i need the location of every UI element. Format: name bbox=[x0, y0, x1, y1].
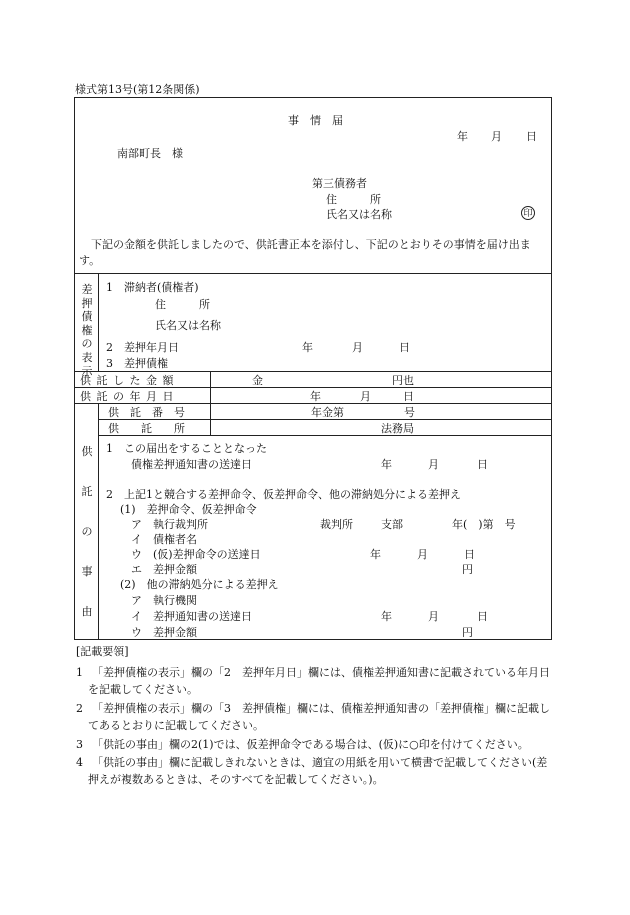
rule bbox=[74, 387, 552, 388]
reason-2-2b-year: 年 bbox=[381, 610, 392, 623]
seizure-day: 日 bbox=[399, 341, 410, 354]
reason-2-1d-yen: 円 bbox=[462, 563, 473, 576]
seizure-item3: 3 差押債権 bbox=[106, 357, 168, 370]
declarant-name-label: 氏名又は名称 bbox=[326, 208, 392, 221]
reason-2-2a: ア 執行機関 bbox=[131, 594, 197, 607]
declarant-address-label: 住 所 bbox=[326, 193, 381, 206]
deposit-amount-label: 供 託 し た 金 額 bbox=[80, 374, 175, 387]
date-month: 月 bbox=[491, 130, 502, 143]
rule bbox=[98, 419, 552, 420]
deposit-date-day: 日 bbox=[403, 390, 414, 403]
reason-vertical-label: 供 託 の 事 由 bbox=[81, 445, 93, 618]
reason-2: 2 上記1と競合する差押命令、仮差押命令、他の滞納処分による差押え bbox=[106, 488, 461, 501]
form-number: 様式第13号(第12条関係) bbox=[75, 83, 200, 96]
reason-2-1d: エ 差押金額 bbox=[131, 563, 197, 576]
reason-2-1c-year: 年 bbox=[370, 548, 381, 561]
rule bbox=[74, 273, 552, 274]
reason-2-1a-court: 裁判所 bbox=[320, 518, 353, 531]
reason-2-1c-month: 月 bbox=[417, 548, 428, 561]
notes-header: [記載要領] bbox=[76, 645, 129, 658]
form-title: 事 情 届 bbox=[288, 114, 343, 127]
reason-2-2c: ウ 差押金額 bbox=[131, 626, 197, 639]
seizure-year: 年 bbox=[302, 341, 313, 354]
seizure-name: 氏名又は名称 bbox=[155, 319, 221, 332]
reason-1-sub: 債権差押通知書の送達日 bbox=[131, 458, 252, 471]
reason-1-month: 月 bbox=[428, 458, 439, 471]
addressee: 南部町長 様 bbox=[117, 147, 183, 160]
reason-1-day: 日 bbox=[477, 458, 488, 471]
seizure-vertical-label: 差 押 債 権 の 表 示 bbox=[81, 283, 93, 378]
reason-2-1c: ウ (仮)差押命令の送達日 bbox=[131, 548, 261, 561]
note-item: 1 「差押債権の表示」欄の「2 差押年月日」欄には、債権差押通知書に記載されている年月日を記載してください。 bbox=[76, 666, 550, 696]
deposit-number-label: 供 託 番 号 bbox=[108, 406, 185, 419]
seizure-address: 住 所 bbox=[155, 298, 210, 311]
rule bbox=[210, 371, 211, 435]
deposit-amount-prefix: 金 bbox=[252, 374, 263, 387]
reason-1-year: 年 bbox=[381, 458, 392, 471]
deposit-number-prefix: 年金第 bbox=[311, 406, 344, 419]
rule bbox=[74, 371, 552, 372]
reason-2-1: (1) 差押命令、仮差押命令 bbox=[120, 503, 257, 516]
note-item: 4 「供託の事由」欄に記載しきれないときは、適宜の用紙を用いて横書で記載してください(差押えが複数あるときは、そのすべてを記載してください。)。 bbox=[76, 756, 548, 786]
intro-text: 下記の金額を供託しましたので、供託書正本を添付し、下記のとおりその事情を届け出ます。 bbox=[79, 238, 531, 267]
rule bbox=[98, 435, 552, 436]
date-day: 日 bbox=[526, 130, 537, 143]
reason-2-2: (2) 他の滞納処分による差押え bbox=[120, 578, 279, 591]
reason-2-1a-case: 年( )第 号 bbox=[452, 518, 516, 531]
deposit-date-label: 供 託 の 年 月 日 bbox=[80, 390, 175, 403]
deposit-date-year: 年 bbox=[310, 390, 321, 403]
reason-2-2b: イ 差押通知書の送達日 bbox=[131, 610, 252, 623]
date-year: 年 bbox=[457, 130, 468, 143]
reason-2-2b-day: 日 bbox=[477, 610, 488, 623]
deposit-place-label: 供 託 所 bbox=[108, 422, 185, 435]
seal-mark: 印 bbox=[521, 206, 535, 220]
note-item: 3 「供託の事由」欄の2(1)では、仮差押命令である場合は、(仮)に○印を付けてください。 bbox=[76, 738, 529, 751]
reason-1: 1 この届出をすることとなった bbox=[106, 442, 267, 455]
seizure-month: 月 bbox=[352, 341, 363, 354]
reason-2-1a: ア 執行裁判所 bbox=[131, 518, 208, 531]
reason-2-1b: イ 債権者名 bbox=[131, 533, 197, 546]
deposit-amount-suffix: 円也 bbox=[392, 374, 414, 387]
reason-2-1a-branch: 支部 bbox=[381, 518, 403, 531]
rule bbox=[74, 403, 552, 404]
rule bbox=[98, 273, 99, 371]
deposit-number-suffix: 号 bbox=[404, 406, 415, 419]
reason-2-2c-yen: 円 bbox=[462, 626, 473, 639]
reason-2-2b-month: 月 bbox=[428, 610, 439, 623]
seizure-item1: 1 滞納者(債権者) bbox=[106, 281, 199, 294]
rule bbox=[98, 403, 99, 640]
deposit-place-suffix: 法務局 bbox=[381, 422, 414, 435]
deposit-date-month: 月 bbox=[360, 390, 371, 403]
declarant-role: 第三債務者 bbox=[312, 177, 367, 190]
note-item: 2 「差押債権の表示」欄の「3 差押債権」欄には、債権差押通知書の「差押債権」欄に記載してあるとおりに記載してください。 bbox=[76, 702, 550, 732]
seizure-item2: 2 差押年月日 bbox=[106, 341, 179, 354]
reason-2-1c-day: 日 bbox=[464, 548, 475, 561]
